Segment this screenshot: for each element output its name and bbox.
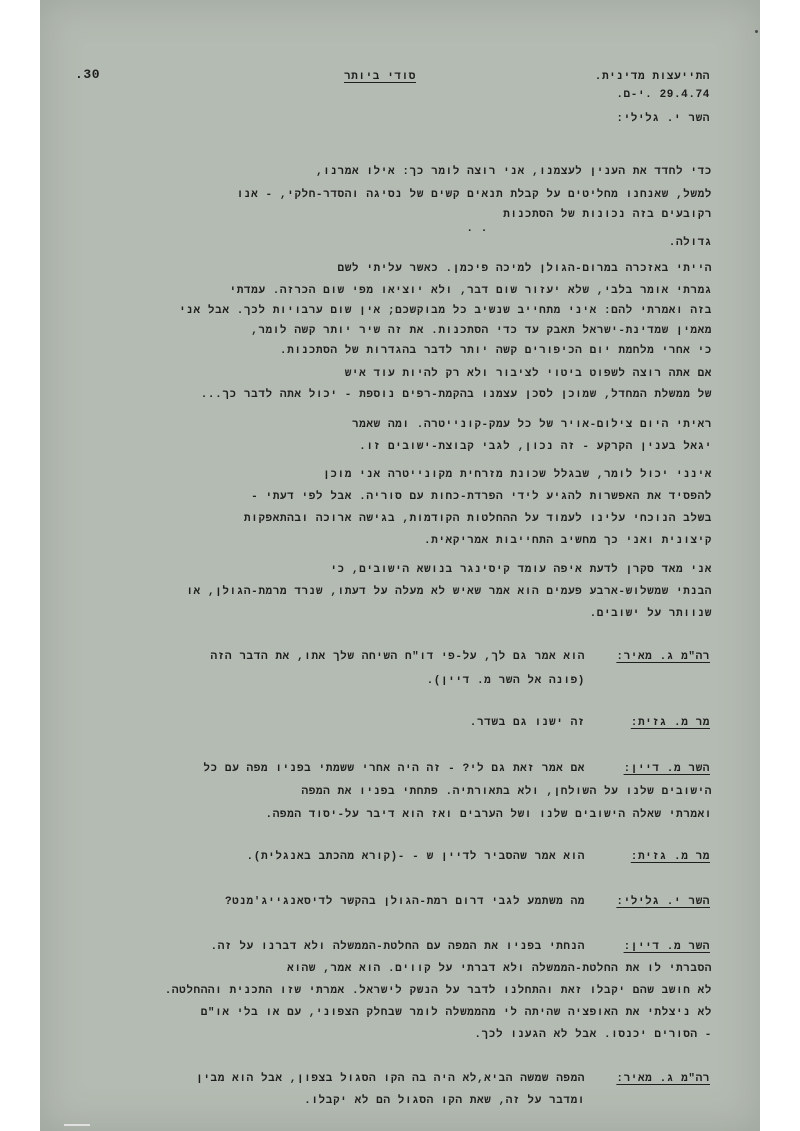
classification-title: סודי ביותר (343, 71, 416, 83)
body-line: רקובעים בזה נכונות של הסתכנות (503, 209, 712, 221)
speaker-name: השר מ. דיין: (623, 763, 710, 775)
body-line: בשלב הנוכחי עלינו לעמוד על ההחלטות הקודמות, בגישה ארוכה ובהתאפקות (243, 513, 712, 525)
body-line: ראיתי היום צילום-אויר של כל עמק-קונייטרה. ומה שאמר (351, 419, 712, 431)
speaker-name: מר מ. גזית: (630, 717, 710, 729)
speech-line: המפה שמשה הביא,לא היה בה הקו הסגול בצפון, אבל הוא מבין (196, 1073, 585, 1085)
speech-line: לא חושב שהם יקבלו זאת והתחלנו לדבר על הנשק לישראל. אמרתי שזו התכנית וההחלטה. (164, 985, 712, 997)
body-line: . . (466, 223, 488, 235)
body-line: של ממשלת המחדל, שמוכן לסכן עצמנו בהקמת-רפים נוספת - יכול אתה לדבר כך... (200, 389, 712, 401)
body-line: אני מאד סקרן לדעת איפה עומד קיסינגר בנושא הישובים, כי (330, 564, 712, 576)
speech-line: (פונה אל השר מ. דיין). (426, 675, 585, 687)
body-line: הייתי באזכרה במרום-הגולן למיכה פיכמן. כאשר עליתי לשם (337, 263, 712, 275)
speech-line: זה ישנו גם בשדר. (469, 717, 585, 729)
body-line: גדולה. (668, 237, 712, 249)
body-line: קיצונית ואני כך מחשיב התחייבות אמריקאית. (423, 535, 712, 547)
speech-line: ומדבר על זה, שאת הקו הסגול הם לא יקבלו. (304, 1095, 585, 1107)
speaker-name: רה"מ ג. מאיר: (616, 1073, 710, 1085)
speaker-name: רה"מ ג. מאיר: (616, 651, 710, 663)
speech-line: לא ניצלתי את האופציה שהיתה לי מהממשלה לומר שבחלק הצפוני, עם או בלי או"ם (200, 1007, 712, 1019)
speech-line: אם אמר זאת גם לי? - זה היה אחרי ששמתי בפניו מפה עם כל (203, 763, 585, 775)
body-line: מאמין שמדינת-ישראל תאבק עד כדי הסתכנות. את זה שיר יותר קשה לומר, (251, 325, 712, 337)
body-line: שנוותר על ישובים. (589, 608, 712, 620)
body-line: להפסיד את האפשרות להגיע לידי הפרדת-כחות עם סוריה. אבל לפי דעתי - (251, 491, 712, 503)
speech-line: הוא אמר גם לך, על-פי דו"ח השיחה שלך אתו, את הדבר הזה (210, 651, 585, 663)
speech-line: ואמרתי שאלה הישובים שלנו ושל הערבים ואז הוא דיבר על-יסוד המפה. (265, 809, 712, 821)
speaker-name: השר מ. דיין: (623, 941, 710, 953)
speech-line: הוא אמר שהסביר לדיין ש - -(קורא מהכתב באנגלית). (246, 851, 585, 863)
body-line: יגאל בענין הקרקע - זה נכון, לגבי קבוצת-ישובים זו. (359, 441, 712, 453)
meeting-label: התייעצות מדינית. (594, 71, 710, 83)
meeting-date: 29.4.74 .י-ם. (616, 89, 710, 101)
speech-line: - הסורים יכנסו. אבל לא הגענו לכך. (474, 1029, 712, 1041)
speech-line: הנחתי בפניו את המפה עם החלטת-הממשלה ולא דברנו על זה. (210, 941, 585, 953)
opening-speaker: השר י. גלילי: (616, 113, 710, 125)
body-line: אם אתה רוצה לשפוט ביטוי לציבור ולא רק להיות עוד איש (344, 368, 712, 380)
body-line: בזה ואמרתי להם: איני מתחייב שנשיב כל מבוקשכם; אין שום ערבויות לכך. אבל אני (179, 305, 712, 317)
speech-line: הישובים שלנו על השולחן, ולא בתאורתיה. פתחתי בפניו את המפה (301, 786, 712, 798)
speaker-name: מר מ. גזית: (630, 851, 710, 863)
body-line: כי אחרי מלחמת יום הכיפורים קשה יותר לדבר בהגדרות של הסתכנות. (279, 345, 712, 357)
body-line: אינני יכול לומר, שבגלל שכונת מזרחית מקונייטרה אני מוכן (323, 469, 712, 481)
body-line: הבנתי שמשלוש-ארבע פעמים הוא אמר שאיש לא מעלה על דעתו, שנרד מרמת-הגולן, או (186, 586, 712, 598)
speaker-name: השר י. גלילי: (616, 896, 710, 908)
body-line: כדי לחדד את הענין לעצמנו, אני רוצה לומר כך: אילו אמרנו, (315, 166, 712, 178)
body-line: גמרתי אומר בלבי, שלא יעזור שום דבר, ולא יוציאו מפי שום הכרזה. עמדתי (229, 285, 712, 297)
speech-line: מה משתמע לגבי דרום רמת-הגולן בהקשר לדיסאנגייג'מנט? (224, 896, 585, 908)
scan-artifact (64, 1124, 90, 1126)
body-line: למשל, שאנחנו מחליטים על קבלת תנאים קשים של נסיגה והסדר-חלקי, - אנו (236, 189, 712, 201)
page-number: .30 (75, 67, 101, 82)
speech-line: הסברתי לו את החלטת-הממשלה ולא דברתי על קווים. הוא אמר, שהוא (287, 963, 712, 975)
edge-mark (755, 30, 758, 33)
